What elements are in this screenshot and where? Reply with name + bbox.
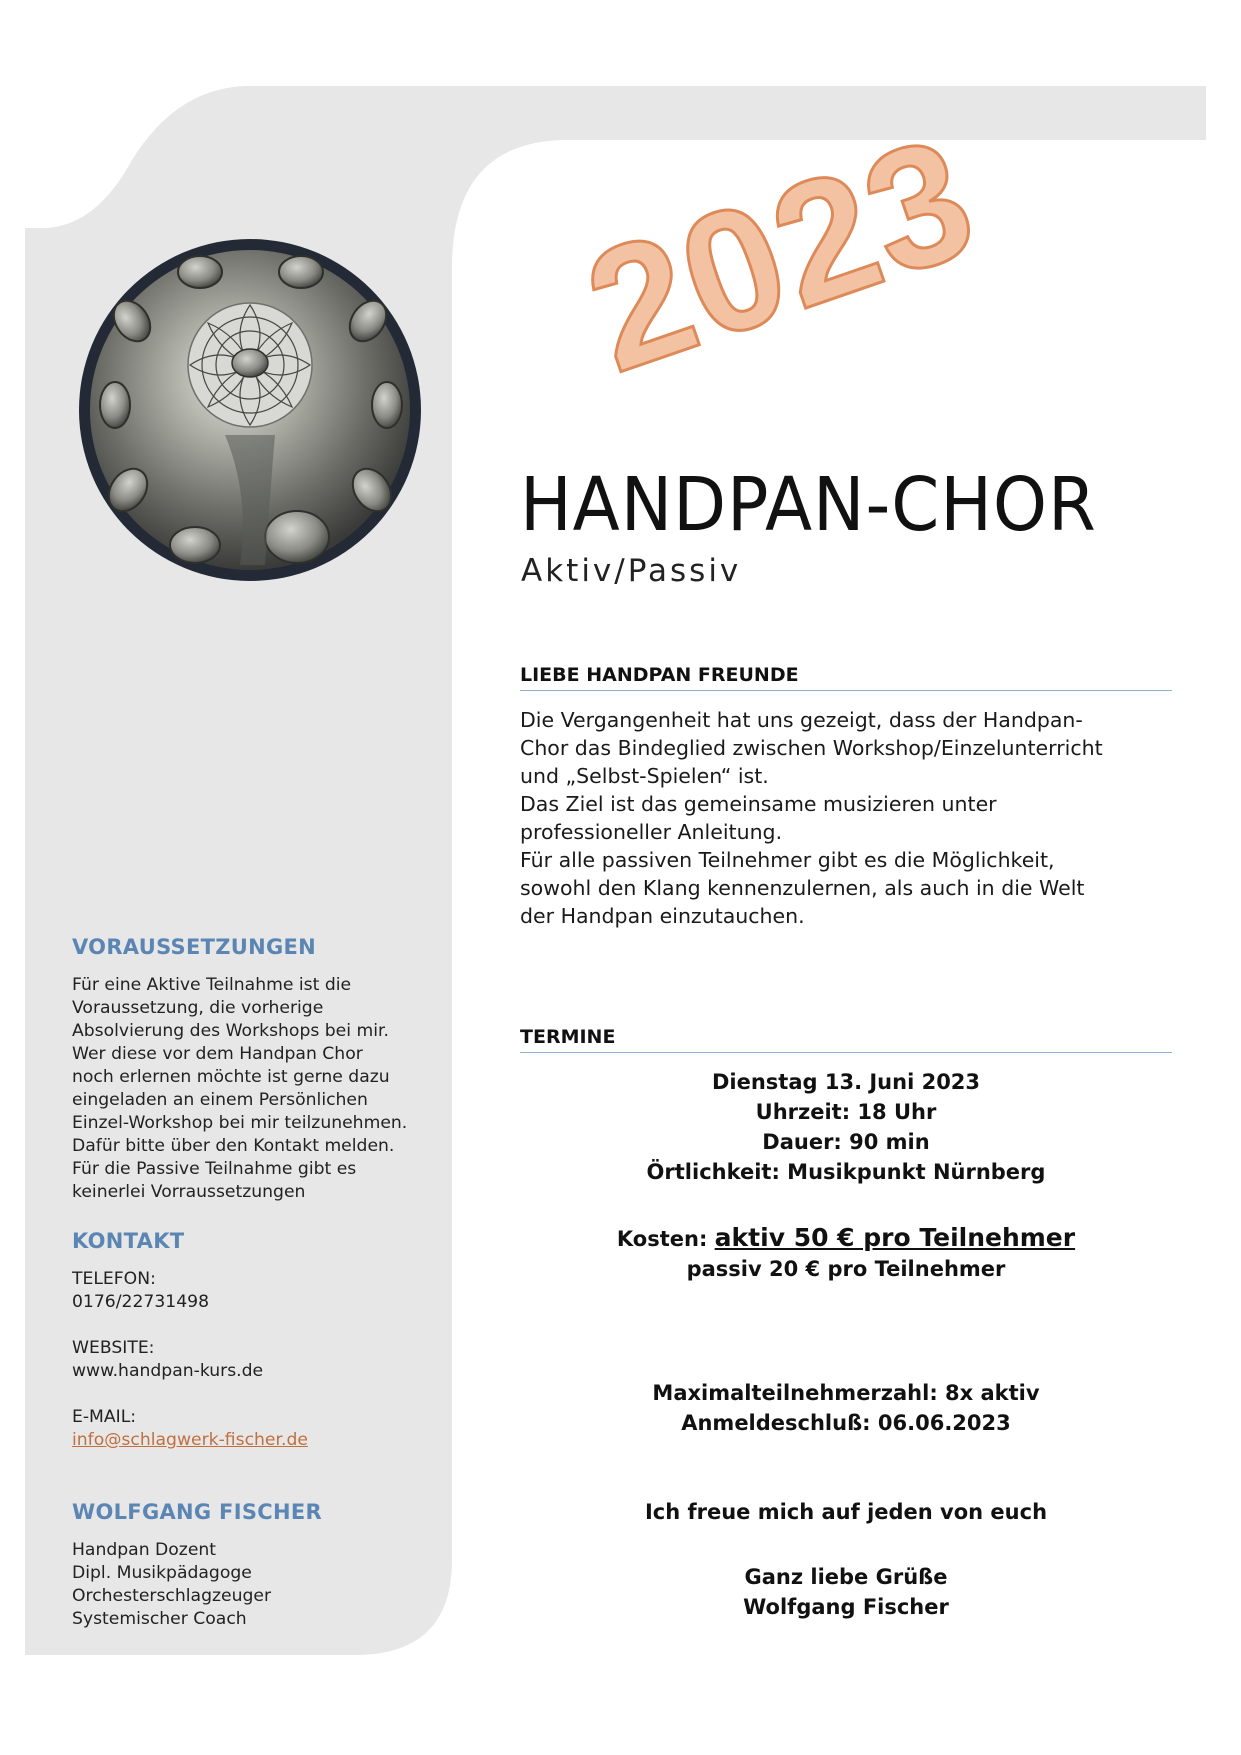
event-time: Uhrzeit: 18 Uhr: [755, 1100, 937, 1124]
intro-line: der Handpan einzutauchen.: [520, 904, 805, 928]
person-heading: WOLFGANG FISCHER: [72, 1500, 322, 1524]
intro-text: [520, 706, 1180, 930]
event-location: Örtlichkeit: Musikpunkt Nürnberg: [646, 1160, 1046, 1184]
person-line: Orchesterschlagzeuger: [72, 1586, 272, 1606]
requirements-line: eingeladen an einem Persönlichen: [72, 1090, 368, 1110]
intro-line: Für alle passiven Teilnehmer gibt es die Möglichkeit,: [520, 848, 1055, 872]
event-details: [520, 1067, 1172, 1187]
person-line: Systemischer Coach: [72, 1609, 247, 1629]
person-line: Handpan Dozent: [72, 1540, 217, 1560]
requirements-line: noch erlernen möchte ist gerne dazu: [72, 1067, 390, 1087]
intro-line: sowohl den Klang kennenzulernen, als auch in die Welt: [520, 876, 1085, 900]
person-line: Dipl. Musikpädagoge: [72, 1563, 252, 1583]
registration-block: [520, 1378, 1172, 1438]
intro-line: Chor das Bindeglied zwischen Workshop/Einzelunterricht: [520, 736, 1103, 760]
termine-heading: TERMINE: [520, 1026, 1172, 1053]
event-date: Dienstag 13. Juni 2023: [711, 1070, 981, 1094]
year-text: 2023: [564, 99, 997, 409]
greeting-text: Ganz liebe Grüße: [744, 1565, 948, 1589]
requirements-line: keinerlei Vorraussetzungen: [72, 1182, 306, 1202]
intro-line: Die Vergangenheit hat uns gezeigt, dass der Handpan-: [520, 708, 1083, 732]
intro-line: und „Selbst-Spielen“ ist.: [520, 764, 769, 788]
website-link[interactable]: www.handpan-kurs.de: [72, 1361, 264, 1381]
page-subtitle: Aktiv/Passiv: [521, 553, 742, 589]
phone-number[interactable]: 0176/22731498: [72, 1292, 210, 1312]
requirements-heading: VORAUSSETZUNGEN: [72, 935, 317, 959]
email-link[interactable]: info@schlagwerk-fischer.de: [72, 1430, 308, 1450]
page-title: HANDPAN-CHOR: [520, 462, 1097, 548]
contact-heading: KONTAKT: [72, 1229, 185, 1253]
requirements-line: Für eine Aktive Teilnahme ist die: [72, 975, 352, 995]
requirements-line: Wer diese vor dem Handpan Chor: [72, 1044, 363, 1064]
website-label: WEBSITE:: [72, 1338, 155, 1358]
registration-deadline: Anmeldeschluß: 06.06.2023: [681, 1411, 1011, 1435]
costs-block: [520, 1223, 1172, 1284]
person-block: [72, 1539, 412, 1631]
closing-text: Ich freue mich auf jeden von euch: [644, 1500, 1048, 1524]
costs-label: Kosten:: [616, 1227, 708, 1251]
contact-block: [72, 1268, 412, 1452]
event-duration: Dauer: 90 min: [762, 1130, 930, 1154]
greeting-block: [520, 1562, 1172, 1622]
max-participants: Maximalteilnehmerzahl: 8x aktiv: [652, 1381, 1040, 1405]
phone-label: TELEFON:: [72, 1269, 156, 1289]
requirements-line: Einzel-Workshop bei mir teilzunehmen.: [72, 1113, 408, 1133]
requirements-line: Dafür bitte über den Kontakt melden.: [72, 1136, 395, 1156]
email-label: E-MAIL:: [72, 1407, 137, 1427]
intro-line: professioneller Anleitung.: [520, 820, 783, 844]
requirements-line: Voraussetzung, die vorherige: [72, 998, 324, 1018]
signature-text: Wolfgang Fischer: [743, 1595, 949, 1619]
cost-active: aktiv 50 € pro Teilnehmer: [714, 1223, 1076, 1252]
requirements-text: [72, 974, 412, 1204]
requirements-line: Absolvierung des Workshops bei mir.: [72, 1021, 389, 1041]
requirements-line: Für die Passive Teilnahme gibt es: [72, 1159, 357, 1179]
intro-heading: LIEBE HANDPAN FREUNDE: [520, 664, 1172, 691]
cost-passive: passiv 20 € pro Teilnehmer: [686, 1257, 1006, 1281]
intro-line: Das Ziel ist das gemeinsame musizieren unter: [520, 792, 997, 816]
